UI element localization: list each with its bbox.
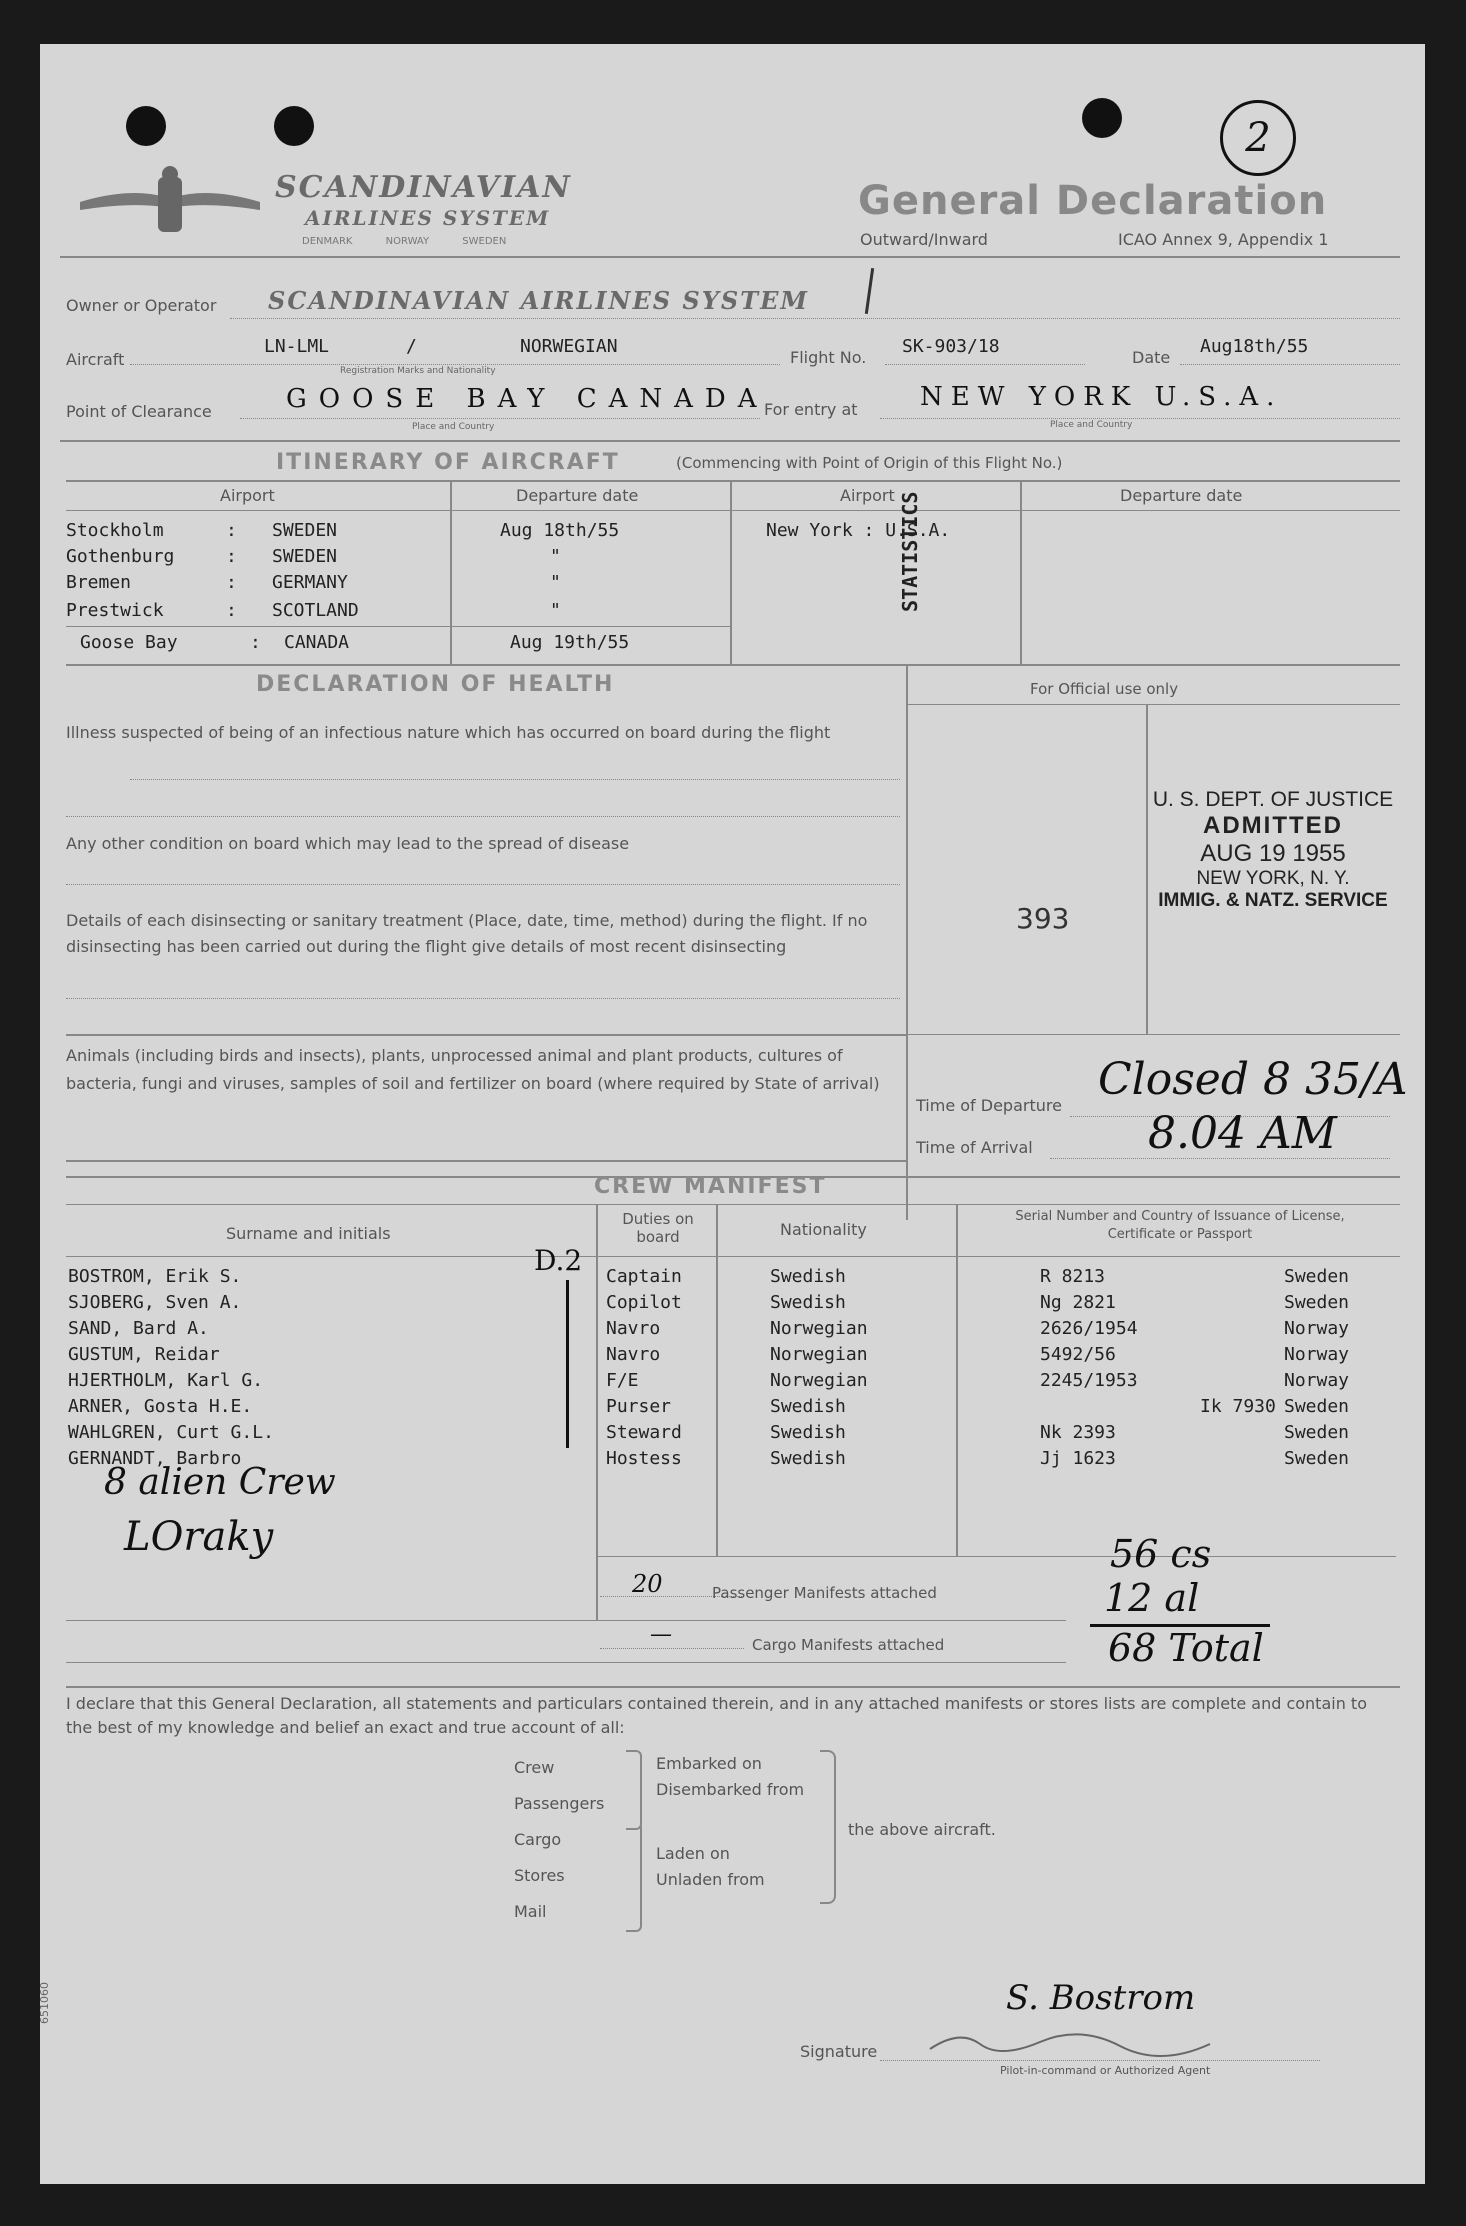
declaration-item-mail: Mail — [514, 1902, 547, 1921]
aircraft-nationality: NORWEGIAN — [520, 336, 618, 357]
itinerary-destination: New York : U.S.A. — [766, 520, 951, 541]
itinerary-country: CANADA — [284, 632, 350, 653]
health-q3: Details of each disinsecting or sanitary treatment (Place, date, time, method) during the flight. If no disinsecting has been carried out during the flight give details of most recent disinsecting — [66, 911, 868, 956]
crew-col-divider — [596, 1204, 598, 1620]
stamp-line: ADMITTED — [1203, 812, 1343, 839]
crew-title: CREW MANIFEST — [594, 1174, 827, 1199]
crew-serial: 2626/1954 — [1040, 1318, 1138, 1339]
col-airport-2: Airport — [840, 486, 895, 505]
crew-duty: F/E — [606, 1370, 639, 1391]
answer-line — [66, 998, 900, 999]
laden-label: Laden on — [656, 1844, 730, 1863]
bracket-icon — [626, 1826, 642, 1932]
itinerary-top-border — [66, 480, 1400, 482]
crew-duty: Hostess — [606, 1448, 682, 1469]
disembarked-label: Disembarked from — [656, 1780, 805, 1799]
itinerary-city: Bremen — [66, 572, 132, 593]
entry-line — [880, 418, 1400, 419]
crew-duty: Navro — [606, 1318, 661, 1339]
crew-serial: Ng 2821 — [1040, 1292, 1116, 1313]
crew-country: Sweden — [1284, 1292, 1350, 1313]
signature-value: S. Bostrom — [1006, 1978, 1196, 2018]
flight-line — [885, 364, 1085, 365]
health-title: DECLARATION OF HEALTH — [256, 672, 615, 697]
declaration-left-items — [514, 1750, 604, 1930]
signature-stamp-scribble — [920, 2024, 1220, 2064]
owner-label: Owner or Operator — [66, 296, 217, 315]
col-nationality: Nationality — [780, 1220, 867, 1239]
entry-label: For entry at — [764, 400, 858, 419]
divider — [66, 1034, 906, 1036]
cargo-line — [600, 1648, 744, 1649]
signature-label: Signature — [800, 2042, 878, 2061]
stamp-line: NEW YORK, N. Y. — [1196, 868, 1350, 889]
crew-duty: Captain — [606, 1266, 682, 1287]
punch-hole — [1082, 98, 1122, 138]
crew-header-top — [66, 1204, 1400, 1205]
crew-duty: Navro — [606, 1344, 661, 1365]
crew-country: Sweden — [1284, 1422, 1350, 1443]
document-page — [40, 44, 1425, 2184]
crew-nat: Swedish — [770, 1422, 846, 1443]
divider — [60, 256, 1400, 258]
answer-line — [66, 816, 900, 817]
entry-number: 393 — [1016, 902, 1070, 935]
health-q4: Animals (including birds and insects), plants, unprocessed animal and plant products, cultures of bacteria, fungi and viruses, samples of soil and fertilizer on board (where required by State of arrival) — [66, 1046, 880, 1093]
arrival-value: 8.04 AM — [1148, 1108, 1337, 1159]
col-surname: Surname and initials — [226, 1224, 391, 1243]
divider — [596, 1556, 1396, 1557]
crew-nat: Norwegian — [770, 1344, 868, 1365]
aircraft-line — [130, 364, 780, 365]
crew-serial: 2245/1953 — [1040, 1370, 1138, 1391]
crew-serial: Jj 1623 — [1040, 1448, 1116, 1469]
crew-name: SJOBERG, Sven A. — [68, 1292, 242, 1313]
itinerary-sep: : — [226, 600, 237, 621]
clearance-line — [240, 418, 760, 419]
crew-nat: Swedish — [770, 1448, 846, 1469]
itinerary-title: ITINERARY OF AIRCRAFT — [276, 450, 620, 475]
form-number: 651060 — [38, 1982, 51, 2024]
stamp-line: AUG 19 1955 — [1200, 840, 1346, 867]
crew-country: Norway — [1284, 1344, 1350, 1365]
itinerary-city: Stockholm — [66, 520, 164, 541]
punch-hole — [126, 106, 166, 146]
clearance-value: GOOSE BAY CANADA — [286, 384, 769, 414]
crew-name: ARNER, Gosta H.E. — [68, 1396, 253, 1417]
stamp-line: U. S. DEPT. OF JUSTICE — [1152, 788, 1394, 811]
flight-label: Flight No. — [790, 348, 867, 367]
crew-nat: Norwegian — [770, 1370, 868, 1391]
flight-number: SK-903/18 — [902, 336, 1000, 357]
divider — [66, 1662, 1066, 1663]
crew-duty: Purser — [606, 1396, 672, 1417]
owner-value: SCANDINAVIAN AIRLINES SYSTEM — [268, 286, 809, 315]
signature-line — [880, 2060, 1320, 2061]
airline-name: SCANDINAVIAN — [275, 170, 572, 205]
embarked-label: Embarked on — [656, 1754, 762, 1773]
itinerary-col-divider — [450, 480, 452, 664]
itinerary-sep: : — [226, 572, 237, 593]
crew-serial: Ik 7930 — [1200, 1396, 1276, 1417]
crew-duty: Steward — [606, 1422, 682, 1443]
health-q1: Illness suspected of being of an infectious nature which has occurred on board during the flight — [66, 723, 831, 742]
crew-header-bottom — [66, 1256, 1400, 1257]
itinerary-country: SWEDEN — [272, 520, 338, 541]
declaration-item-passengers: Passengers — [514, 1794, 605, 1813]
owner-mark — [865, 268, 874, 314]
handwritten-signature: LOraky — [124, 1514, 274, 1560]
entry-sub-label: Place and Country — [1050, 420, 1133, 430]
crew-name: GUSTUM, Reidar — [68, 1344, 220, 1365]
itinerary-header-border — [66, 510, 1400, 511]
owner-line — [230, 318, 1400, 319]
crew-serial: Nk 2393 — [1040, 1422, 1116, 1443]
crew-duty: Copilot — [606, 1292, 682, 1313]
itinerary-city: Prestwick — [66, 600, 164, 621]
outward-inward-label: Outward/Inward — [860, 230, 988, 249]
col-serial: Serial Number and Country of Issuance of License, Certificate or Passport — [1015, 1209, 1345, 1242]
official-title: For Official use only — [1030, 680, 1179, 698]
clearance-label: Point of Clearance — [66, 402, 212, 421]
declaration-item-stores: Stores — [514, 1866, 565, 1885]
crew-nat: Norwegian — [770, 1318, 868, 1339]
itinerary-date: Aug 18th/55 — [500, 520, 620, 541]
tally-line: 56 cs — [1110, 1532, 1212, 1576]
itinerary-sep: : — [226, 546, 237, 567]
country-denmark: DENMARK — [302, 236, 353, 247]
divider — [66, 1160, 906, 1162]
passenger-label: Passenger Manifests attached — [712, 1584, 937, 1602]
stamp-line: IMMIG. & NATZ. SERVICE — [1158, 890, 1388, 911]
crew-name: BOSTROM, Erik S. — [68, 1266, 242, 1287]
answer-line — [130, 779, 900, 780]
itinerary-date: " — [550, 600, 561, 621]
form-title: General Declaration — [858, 178, 1328, 224]
official-box-border — [906, 664, 908, 1220]
crew-nat: Swedish — [770, 1292, 846, 1313]
entry-value: NEW YORK U.S.A. — [920, 382, 1283, 412]
arrival-label: Time of Arrival — [916, 1138, 1033, 1157]
crew-country: Sweden — [1284, 1448, 1350, 1469]
itinerary-sep: : — [250, 632, 261, 653]
crew-name: GERNANDT, Barbro — [68, 1448, 242, 1469]
crew-country: Norway — [1284, 1370, 1350, 1391]
unladen-label: Unladen from — [656, 1870, 765, 1889]
crew-country: Norway — [1284, 1318, 1350, 1339]
icao-label: ICAO Annex 9, Appendix 1 — [1118, 230, 1329, 249]
declaration-text: I declare that this General Declaration, all statements and particulars contained therein, and in any attached manifests or stores lists are complete and contain to the best of my knowledge and belief an exact and true account of all: — [66, 1694, 1367, 1737]
divider — [906, 1034, 1400, 1035]
itinerary-row-border — [66, 626, 730, 627]
aircraft-sep: / — [406, 336, 417, 357]
crew-country: Sweden — [1284, 1396, 1350, 1417]
itinerary-country: SWEDEN — [272, 546, 338, 567]
crew-nat: Swedish — [770, 1266, 846, 1287]
admitted-stamp — [1146, 788, 1400, 912]
tally-line: 68 Total — [1108, 1626, 1264, 1670]
crew-nat: Swedish — [770, 1396, 846, 1417]
passenger-count: 20 — [632, 1570, 663, 1598]
sas-wings-logo-icon — [70, 162, 270, 252]
punch-hole — [274, 106, 314, 146]
page-number-mark: 2 — [1220, 100, 1296, 176]
itinerary-sep: : — [226, 520, 237, 541]
crew-name: WAHLGREN, Curt G.L. — [68, 1422, 274, 1443]
declaration-item-cargo: Cargo — [514, 1830, 562, 1849]
closed-note: Closed 8 35/A — [1098, 1054, 1408, 1105]
crew-serial: 5492/56 — [1040, 1344, 1116, 1365]
signature-sub-label: Pilot-in-command or Authorized Agent — [1000, 2064, 1211, 2077]
itinerary-subtitle: (Commencing with Point of Origin of this Flight No.) — [676, 454, 1063, 472]
date-line — [1180, 364, 1400, 365]
itinerary-city: Gothenburg — [66, 546, 175, 567]
date-label: Date — [1132, 348, 1171, 367]
crew-serial: R 8213 — [1040, 1266, 1106, 1287]
itinerary-city: Goose Bay — [80, 632, 178, 653]
bracket-icon — [820, 1750, 836, 1904]
itinerary-date: Aug 19th/55 — [510, 632, 630, 653]
crew-bracket-line — [566, 1280, 569, 1448]
itinerary-date: " — [550, 546, 561, 567]
crew-country: Sweden — [1284, 1266, 1350, 1287]
clearance-sub-label: Place and Country — [412, 422, 495, 432]
crew-name: HJERTHOLM, Karl G. — [68, 1370, 264, 1391]
itinerary-col-divider — [730, 480, 732, 664]
bracket-icon — [626, 1750, 642, 1830]
crew-name: SAND, Bard A. — [68, 1318, 209, 1339]
departure-label: Time of Departure — [916, 1096, 1062, 1115]
itinerary-bottom-border — [66, 664, 1400, 666]
country-norway: NORWAY — [385, 236, 430, 247]
itinerary-country: GERMANY — [272, 572, 348, 593]
flight-date: Aug18th/55 — [1200, 336, 1309, 357]
aircraft-marks: LN-LML — [264, 336, 330, 357]
arrival-line — [1050, 1158, 1390, 1159]
col-departure: Departure date — [516, 486, 639, 505]
divider — [906, 704, 1400, 705]
airline-countries — [302, 236, 506, 247]
divider — [60, 440, 1400, 442]
col-duties: Duties on board — [622, 1210, 694, 1246]
aircraft-sub-label: Registration Marks and Nationality — [340, 366, 496, 376]
declaration-item-crew: Crew — [514, 1758, 555, 1777]
declaration-right: the above aircraft. — [848, 1820, 996, 1839]
divider — [66, 1686, 1400, 1688]
divider — [66, 1620, 1066, 1621]
crew-mark: D.2 — [534, 1244, 583, 1277]
tally-line: 12 al — [1104, 1576, 1200, 1620]
cargo-count: — — [650, 1622, 672, 1647]
cargo-label: Cargo Manifests attached — [752, 1636, 945, 1654]
country-sweden: SWEDEN — [462, 236, 507, 247]
airline-subname: AIRLINES SYSTEM — [305, 206, 551, 230]
health-q2: Any other condition on board which may lead to the spread of disease — [66, 834, 630, 853]
itinerary-col-divider — [1020, 480, 1022, 664]
itinerary-country: SCOTLAND — [272, 600, 359, 621]
handwritten-note: 8 alien Crew — [104, 1462, 336, 1503]
answer-line — [66, 884, 900, 885]
col-airport: Airport — [220, 486, 275, 505]
statistics-stamp: STATISTICS — [898, 491, 922, 612]
aircraft-label: Aircraft — [66, 350, 125, 369]
itinerary-date: " — [550, 572, 561, 593]
col-departure-2: Departure date — [1120, 486, 1243, 505]
